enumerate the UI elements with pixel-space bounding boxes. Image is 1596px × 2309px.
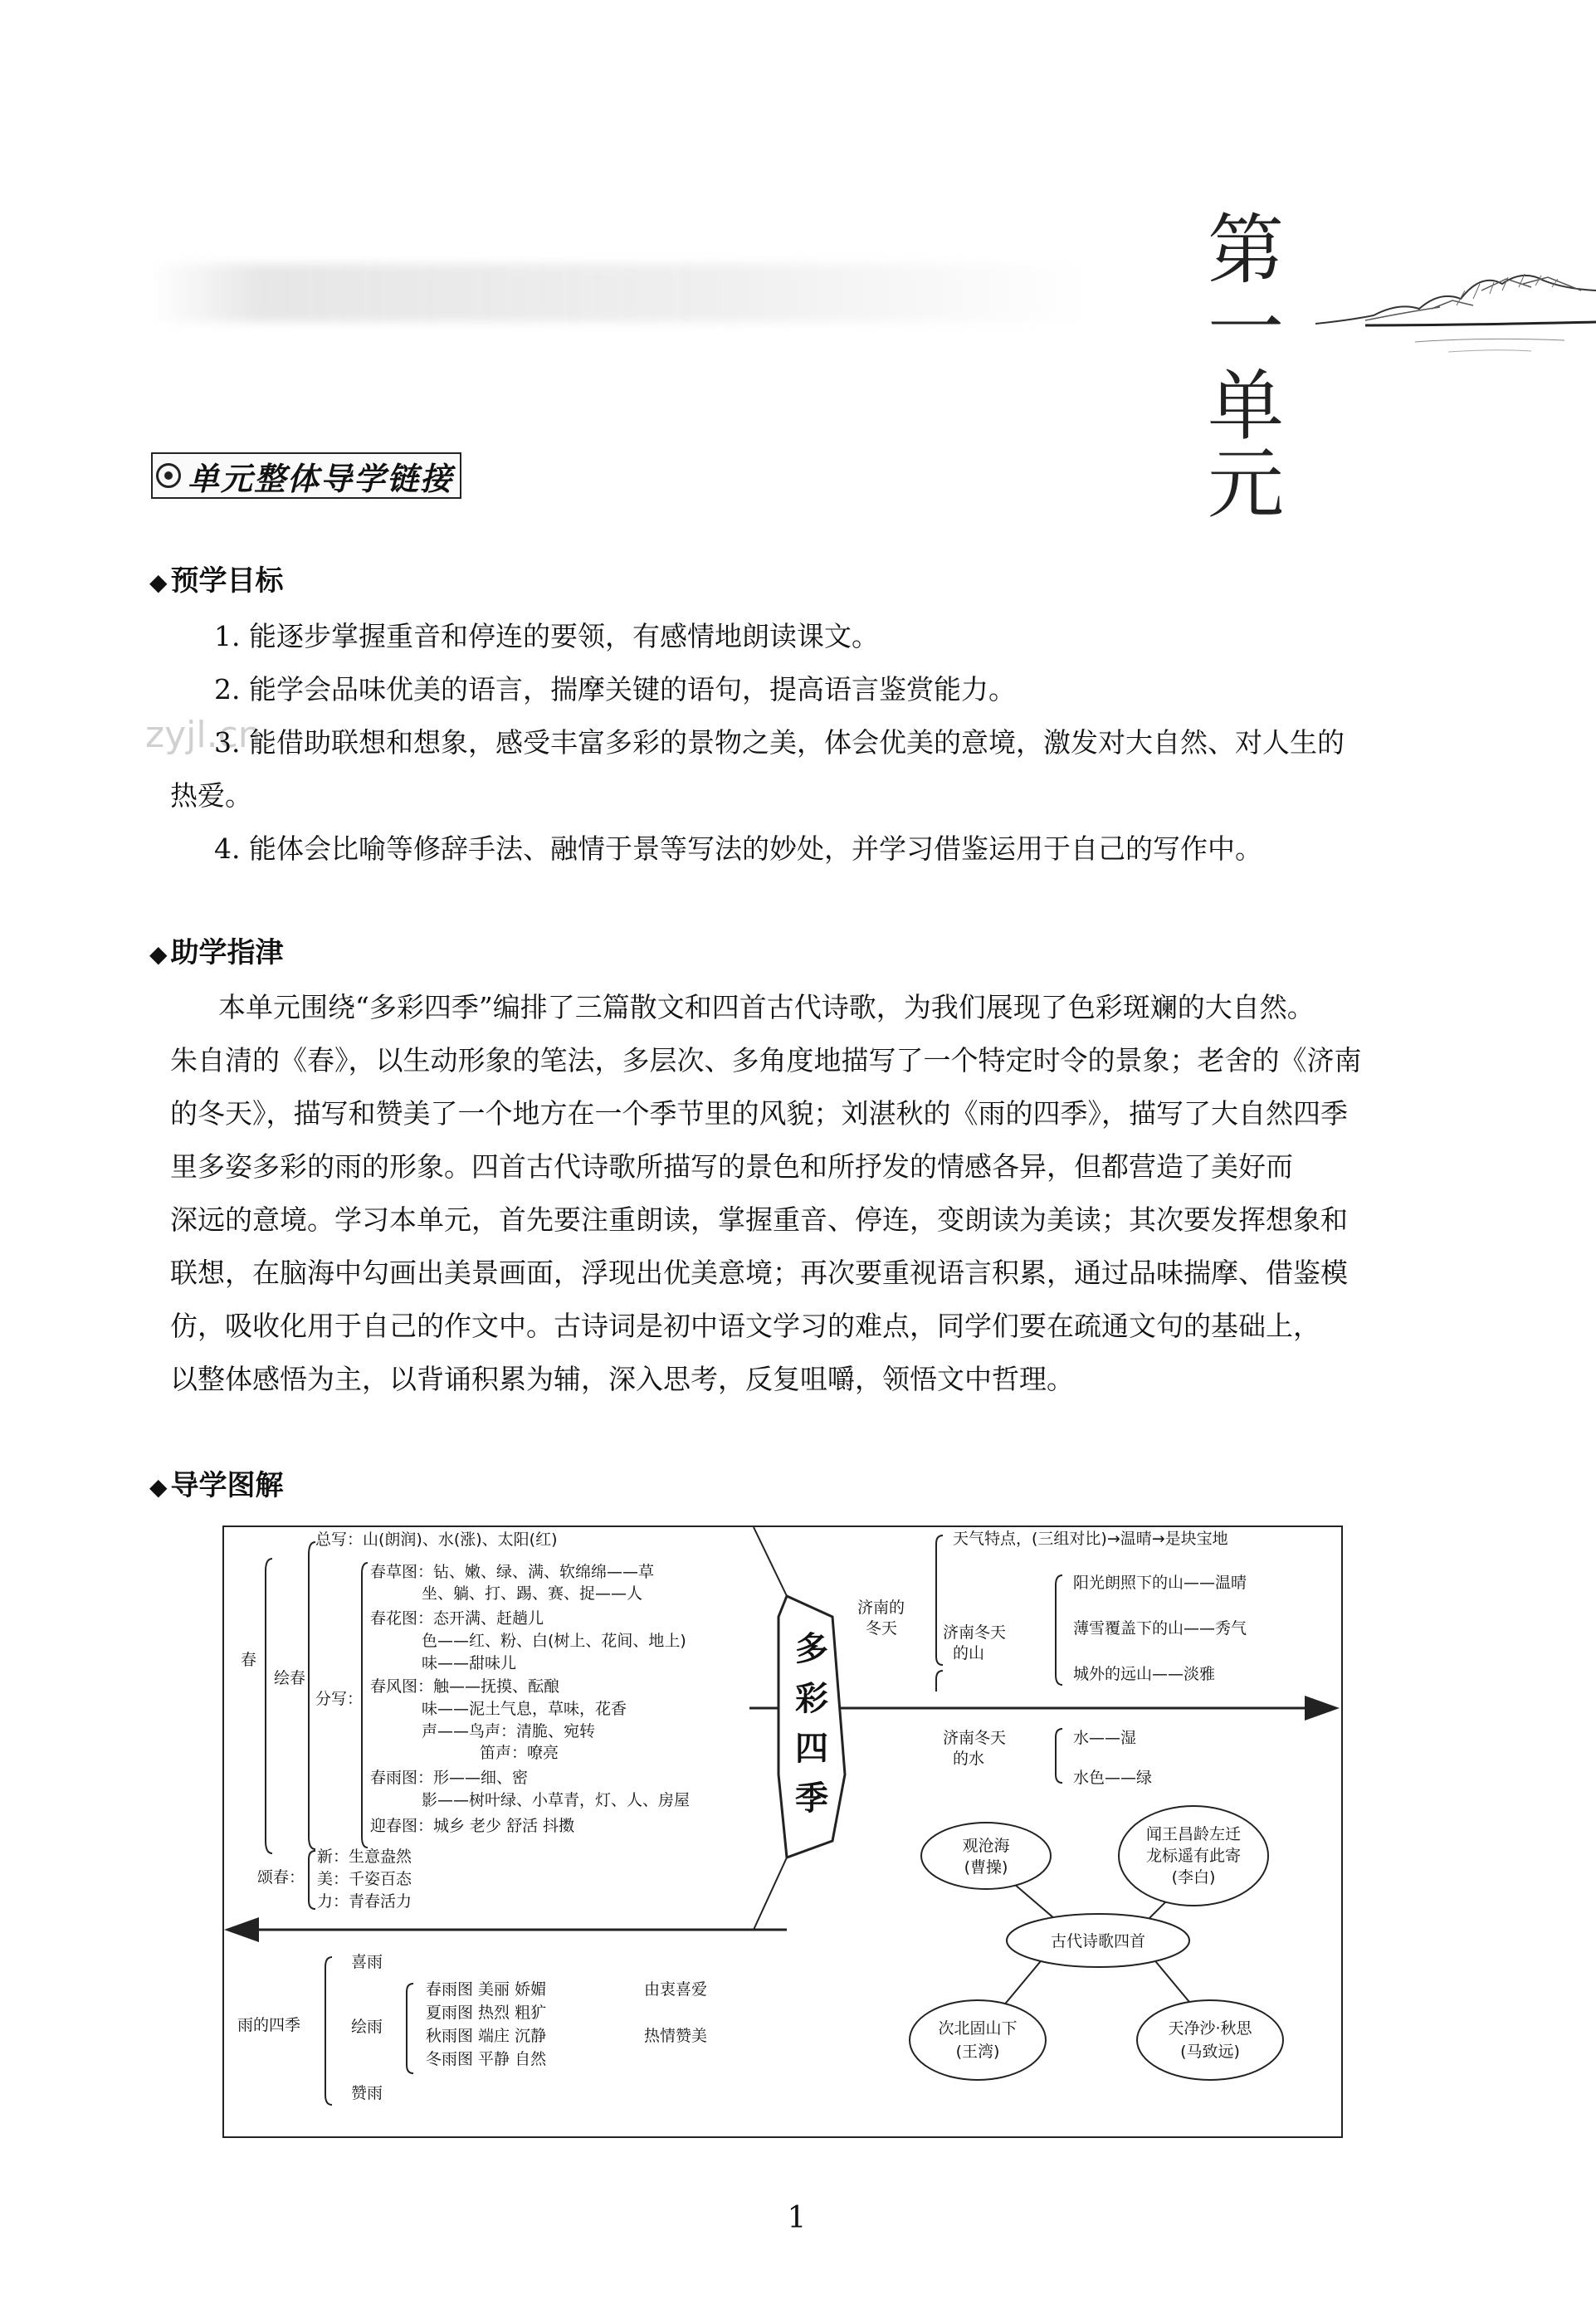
goal-item: 1. 能逐步掌握重音和停连的要领，有感情地朗读课文。	[214, 620, 879, 652]
node-jinan-shui-2: 的水	[953, 1750, 985, 1768]
guide-line: 联想，在脑海中勾画出美景画面，浮现出优美意境；再次要重视语言积累，通过品味揣摩、借鉴模	[170, 1257, 1348, 1289]
concept-map	[222, 1526, 1343, 2138]
node-fenxie: 分写：	[315, 1690, 364, 1708]
chun-line: 迎春图：城乡 老少 舒活 抖擞	[370, 1817, 575, 1835]
chun-line: 笛声：嘹亮	[480, 1744, 559, 1762]
node-jinan-shui-1: 济南冬天	[943, 1729, 1007, 1747]
poem-title: 天净沙·秋思	[1168, 2019, 1252, 2038]
node-jinan-line2: 冬天	[866, 1619, 898, 1638]
poem-author: (曹操)	[964, 1858, 1008, 1877]
chun-line: 春雨图：形——细、密	[370, 1769, 529, 1787]
jinan-shui-line: 水色——绿	[1073, 1769, 1153, 1787]
node-jinan-shan-2: 的山	[953, 1644, 985, 1662]
diamond-bullet-icon: ◆	[149, 569, 168, 596]
jinan-shan-line: 阳光朗照下的山——温晴	[1073, 1574, 1247, 1592]
section-banner-title: 单元整体导学链接	[188, 460, 454, 497]
jinan-shan-line: 薄雪覆盖下的山——秀气	[1073, 1619, 1247, 1638]
unit-title	[1208, 206, 1285, 529]
yu-line: 秋雨图 端庄 沉静	[426, 2027, 547, 2045]
chun-line: 春花图：态开满、赶趟儿	[370, 1609, 544, 1628]
chun-line: 影——树叶绿、小草青，灯、人、房屋	[422, 1791, 691, 1809]
song-line: 美：千姿百态	[317, 1870, 412, 1888]
yu-feel: 由衷喜爱	[644, 1980, 708, 1999]
center-char: 彩	[795, 1680, 828, 1718]
node-zanyu: 赞雨	[351, 2084, 383, 2102]
page-number: 1	[787, 2201, 807, 2235]
unit-title-char: 第	[1208, 206, 1285, 295]
yu-line: 冬雨图 平静 自然	[426, 2050, 547, 2068]
center-char: 多	[795, 1630, 828, 1668]
shige-root: 古代诗歌四首	[1050, 1932, 1146, 1950]
header-decoration-band	[149, 264, 1096, 322]
jinan-shui-line: 水——湿	[1073, 1729, 1137, 1747]
poem-title: 次北固山下	[938, 2019, 1018, 2038]
diamond-bullet-icon: ◆	[149, 940, 168, 968]
target-icon	[156, 463, 181, 488]
chun-line: 味——甜味儿	[422, 1654, 517, 1672]
chun-line: 味——泥土气息，草味，花香	[422, 1700, 627, 1718]
node-jinan-shan-1: 济南冬天	[943, 1623, 1007, 1642]
goal-item: 3. 能借助联想和想象，感受丰富多彩的景物之美，体会优美的意境，激发对大自然、对人生的	[214, 726, 1345, 759]
unit-title-char: 元	[1208, 440, 1285, 529]
chun-line: 声——鸟声：清脆、宛转	[422, 1722, 596, 1740]
yu-line: 夏雨图 热烈 粗犷	[426, 2004, 547, 2022]
yu-line: 春雨图 美丽 娇媚	[426, 1980, 547, 1999]
unit-title-char: 单	[1208, 362, 1285, 451]
section-banner	[151, 452, 461, 499]
poem-node	[910, 2000, 1046, 2080]
song-line: 新：生意盎然	[317, 1848, 412, 1866]
diagram-heading: ◆ 导学图解	[149, 1469, 284, 1502]
node-huichun: 绘春	[274, 1669, 306, 1687]
center-char: 四	[795, 1730, 828, 1768]
chun-line: 色——红、粉、白(树上、花间、地上)	[422, 1632, 686, 1650]
guide-line: 朱自清的《春》，以生动形象的笔法，多层次、多角度地描写了一个特定时令的景象；老舍的《济南	[170, 1044, 1362, 1076]
goal-item: 热爱。	[170, 779, 252, 812]
yu-feel: 热情赞美	[644, 2027, 708, 2045]
guide-line: 里多姿多彩的雨的形象。四首古代诗歌所描写的景色和所抒发的情感各异，但都营造了美好而	[170, 1150, 1293, 1183]
goal-item: 2. 能学会品味优美的语言，揣摩关键的语句，提高语言鉴赏能力。	[214, 673, 1016, 705]
poem-author: (王湾)	[955, 2043, 1000, 2061]
mountain-illustration	[1315, 266, 1596, 357]
guide-heading: ◆ 助学指津	[149, 936, 284, 969]
goals-heading: ◆ 预学目标	[149, 564, 284, 598]
jinan-weather: 天气特点，(三组对比)→温晴→是块宝地	[953, 1530, 1228, 1548]
guide-line: 本单元围绕“多彩四季”编排了三篇散文和四首古代诗歌，为我们展现了色彩斑斓的大自然。	[218, 991, 1315, 1023]
goal-item: 4. 能体会比喻等修辞手法、融情于景等写法的妙处，并学习借鉴运用于自己的写作中。	[214, 832, 1262, 865]
poem-title: 观沧海	[962, 1837, 1010, 1855]
poem-node	[921, 1823, 1051, 1889]
node-huiyu: 绘雨	[351, 2018, 383, 2036]
guide-line: 的冬天》，描写和赞美了一个地方在一个季节里的风貌；刘湛秋的《雨的四季》，描写了大自然四季	[170, 1097, 1348, 1130]
poem-node	[1137, 2000, 1283, 2080]
center-char: 季	[795, 1779, 828, 1818]
poem-author: (李白)	[1171, 1868, 1216, 1887]
poem-author: (马致远)	[1180, 2043, 1240, 2061]
node-chun: 春	[241, 1651, 257, 1669]
guide-line: 以整体感悟为主，以背诵积累为辅，深入思考，反复咀嚼，领悟文中哲理。	[170, 1363, 1074, 1395]
node-songchun: 颂春：	[257, 1868, 305, 1887]
poem-title: 龙标遥有此寄	[1145, 1847, 1242, 1865]
chun-line: 坐、躺、打、踢、赛、捉——人	[422, 1584, 643, 1603]
chun-line: 春草图：钻、嫩、绿、满、软绵绵——草	[370, 1563, 655, 1581]
diamond-bullet-icon: ◆	[149, 1473, 168, 1501]
guide-line: 深远的意境。学习本单元，首先要注重朗读，掌握重音、停连，变朗读为美读；其次要发挥想象和	[170, 1203, 1348, 1236]
poem-title: 闻王昌龄左迁	[1145, 1825, 1242, 1843]
jinan-shan-line: 城外的远山——淡雅	[1073, 1665, 1216, 1683]
node-xiyu: 喜雨	[351, 1953, 383, 1971]
chun-line: 春风图：触——抚摸、酝酿	[370, 1677, 560, 1696]
song-line: 力：青春活力	[317, 1892, 412, 1911]
watermark: zyjl.cn	[145, 714, 261, 756]
guide-line: 仿，吸收化用于自己的作文中。古诗词是初中语文学习的难点，同学们要在疏通文句的基础上，	[170, 1310, 1320, 1342]
node-jinan-line1: 济南的	[857, 1599, 905, 1617]
unit-title-char: 一	[1208, 284, 1285, 373]
node-yu: 雨的四季	[237, 2016, 301, 2034]
node-zongxie: 总写：山(朗润)、水(涨)、太阳(红)	[315, 1530, 558, 1549]
